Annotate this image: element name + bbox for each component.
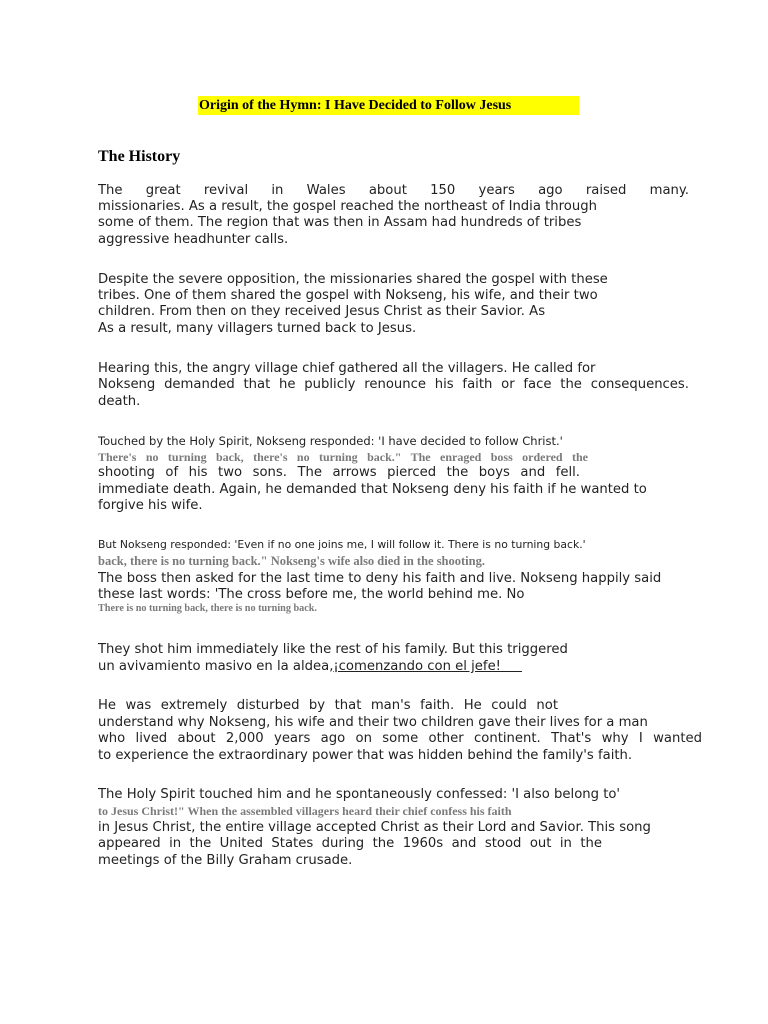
paragraph-line: meetings of the Billy Graham crusade. xyxy=(98,853,353,868)
paragraph-line: Despite the severe opposition, the missionaries shared the gospel with these xyxy=(98,272,608,287)
paragraph-line: death. xyxy=(98,394,141,409)
paragraph-line: in Jesus Christ, the entire village accepted Christ as their Lord and Savior. This song xyxy=(98,820,651,835)
paragraph-line: who lived about 2,000 years ago on some other continent. That's why I wanted xyxy=(98,731,702,746)
paragraph-line: immediate death. Again, he demanded that Nokseng deny his faith if he wanted to xyxy=(98,482,647,497)
section-heading: The History xyxy=(98,148,181,165)
paragraph-line: missionaries. As a result, the gospel reached the northeast of India through xyxy=(98,199,597,214)
paragraph-line: The Holy Spirit touched him and he spontaneously confessed: 'I also belong to' xyxy=(98,787,621,802)
paragraph-line: forgive his wife. xyxy=(98,498,203,513)
paragraph-line: As a result, many villagers turned back to Jesus. xyxy=(98,321,417,336)
paragraph-line: appeared in the United States during the 1960s and stood out in the xyxy=(98,836,602,851)
paragraph-line xyxy=(98,659,522,675)
paragraph-line: tribes. One of them shared the gospel with Nokseng, his wife, and their two xyxy=(98,288,598,303)
underlined-text: ¡comenzando con el jefe! xyxy=(333,659,501,674)
paragraph-line: to experience the extraordinary power that was hidden behind the family's faith. xyxy=(98,748,633,763)
page-title: Origin of the Hymn: I Have Decided to Follow Jesus xyxy=(198,96,579,115)
paragraph-line: some of them. The region that was then in Assam had hundreds of tribes xyxy=(98,215,582,230)
paragraph-line: Hearing this, the angry village chief gathered all the villagers. He called for xyxy=(98,361,596,376)
paragraph-line: The great revival in Wales about 150 years ago raised many. xyxy=(98,183,689,198)
paragraph-line: There is no turning back, there is no turning back. xyxy=(98,603,317,614)
paragraph-line: understand why Nokseng, his wife and their two children gave their lives for a man xyxy=(98,715,648,730)
paragraph-line: Touched by the Holy Spirit, Nokseng responded: 'I have decided to follow Christ.' xyxy=(98,434,563,448)
paragraph-line: aggressive headhunter calls. xyxy=(98,232,289,247)
paragraph-line: shooting of his two sons. The arrows pierced the boys and fell. xyxy=(98,465,580,480)
paragraph-line: to Jesus Christ!" When the assembled villagers heard their chief confess his faith xyxy=(98,804,512,818)
underline-tail xyxy=(501,659,522,674)
spanish-text: un avivamiento masivo en la aldea, xyxy=(98,659,334,674)
paragraph-line: There's no turning back, there's no turning back." The enraged boss ordered the xyxy=(98,450,588,464)
paragraph-line: these last words: 'The cross before me, the world behind me. No xyxy=(98,587,525,602)
paragraph-line: But Nokseng responded: 'Even if no one joins me, I will follow it. There is no turning back.' xyxy=(98,538,586,551)
paragraph-line: The boss then asked for the last time to deny his faith and live. Nokseng happily said xyxy=(98,571,662,586)
paragraph-line: They shot him immediately like the rest of his family. But this triggered xyxy=(98,642,568,657)
paragraph-line: He was extremely disturbed by that man's faith. He could not xyxy=(98,698,558,713)
paragraph-line: Nokseng demanded that he publicly renounce his faith or face the consequences. xyxy=(98,377,689,392)
paragraph-line: back, there is no turning back." Nokseng's wife also died in the shooting. xyxy=(98,554,485,568)
paragraph-line: children. From then on they received Jesus Christ as their Savior. As xyxy=(98,304,546,319)
